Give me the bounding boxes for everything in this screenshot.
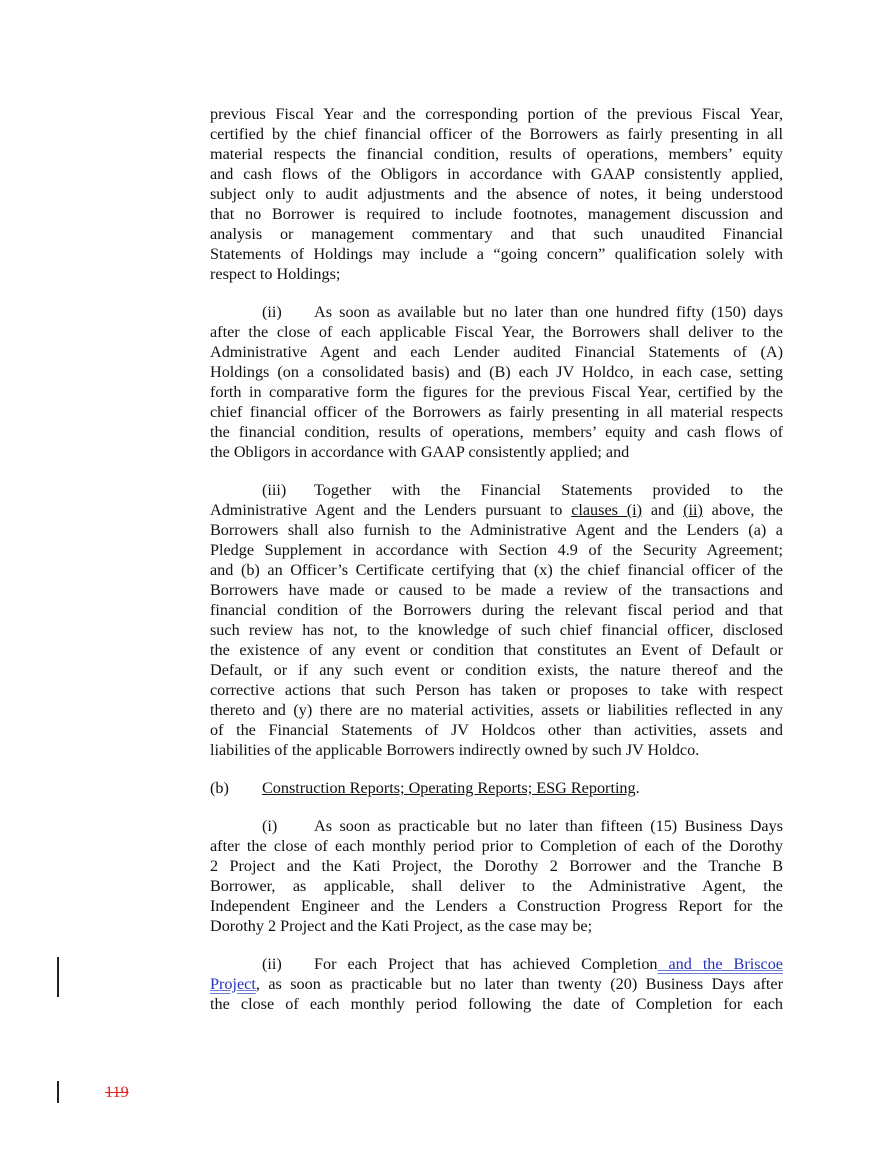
text-line [210,816,783,836]
document-body [210,104,783,1032]
inserted-text: Project [210,975,256,993]
text-line [210,342,783,362]
clause-reference: (ii) [683,501,703,519]
text-line [210,144,783,164]
line-text: Statements of Holdings may include a “going concern” qualification solely with [210,245,783,263]
line-text: thereto and (y) there are no material activities, assets or liabilities reflected in any [210,701,783,719]
section-title-period: . [635,779,640,797]
line-text: financial condition of the Borrowers during the relevant fiscal period and that [210,601,783,619]
text-line [210,540,783,560]
clause-label: (ii) [262,303,282,321]
paragraph-group-a [210,104,783,760]
text-line [210,124,783,144]
line-text: Borrower, as applicable, shall deliver to the Administrative Agent, the [210,877,783,895]
section-heading-b [210,778,783,798]
line-text: corrective actions that such Person has taken or proposes to take with respect [210,681,783,699]
line-text: previous Fiscal Year and the corresponding portion of the previous Fiscal Year, [210,105,783,123]
line-text: the existence of any event or condition that constitutes an Event of Default or [210,641,783,659]
line-text: Independent Engineer and the Lenders a Construction Progress Report for the [210,897,783,915]
clause-label: (ii) [262,955,282,973]
line-text: As soon as available but no later than one hundred fifty (150) days [314,303,783,321]
text-line [210,856,783,876]
page-number-deleted: 119 [105,1083,129,1101]
line-text: analysis or management commentary and that such unaudited Financial [210,225,783,243]
text-line [210,204,783,224]
line-text: subject only to audit adjustments and the absence of notes, it being understood [210,185,783,203]
text-line [210,560,783,580]
text-line [210,916,783,936]
text-line [210,740,783,760]
text-line [210,660,783,680]
clause-label: (iii) [262,481,287,499]
line-text: Borrowers shall also furnish to the Administrative Agent and the Lenders (a) a [210,521,783,539]
line-text: Pledge Supplement in accordance with Section 4.9 of the Security Agreement; [210,541,783,559]
line-text: chief financial officer of the Borrowers as fairly presenting in all material respects [210,403,783,421]
text-line [210,500,783,520]
line-text: For each Project that has achieved Completion [314,955,658,973]
text-line [210,640,783,660]
text-line [210,224,783,244]
line-text: Together with the Financial Statements provided to the [314,481,783,499]
text-line [210,720,783,740]
line-text: of the Financial Statements of JV Holdcos other than activities, assets and [210,721,783,739]
line-text: above, the [702,501,783,519]
text-line [210,244,783,264]
text-line [210,382,783,402]
text-line [210,680,783,700]
text-line [210,184,783,204]
line-text: the Obligors in accordance with GAAP consistently applied; and [210,443,630,461]
line-text: forth in comparative form the figures for the previous Fiscal Year, certified by the [210,383,783,401]
line-text: the financial condition, results of operations, members’ equity and cash flows of [210,423,783,441]
line-text: and [642,501,684,519]
line-text: after the close of each monthly period prior to Completion of each of the Dorothy [210,837,783,855]
line-text: Borrowers have made or caused to be made a review of the transactions and [210,581,783,599]
text-line [210,362,783,382]
line-text: and cash flows of the Obligors in accordance with GAAP consistently applied, [210,165,783,183]
text-line [210,954,783,974]
text-line [210,104,783,124]
text-line [210,836,783,856]
line-text: after the close of each applicable Fiscal Year, the Borrowers shall deliver to the [210,323,783,341]
change-bar [57,957,59,997]
section-title: Construction Reports; Operating Reports; ESG Reporting [262,779,636,797]
paragraph [210,302,783,462]
text-line [210,520,783,540]
line-text: that no Borrower is required to include footnotes, management discussion and [210,205,783,223]
line-text: such review has not, to the knowledge of such chief financial officer, disclosed [210,621,783,639]
paragraph [210,816,783,936]
text-line [210,480,783,500]
text-line [210,994,783,1014]
change-bar [57,1081,59,1103]
line-text: 2 Project and the Kati Project, the Dorothy 2 Borrower and the Tranche B [210,857,783,875]
text-line [210,302,783,322]
text-line [210,264,783,284]
line-text: , as soon as practicable but no later than twenty (20) Business Days after [255,975,783,993]
text-line [210,600,783,620]
text-line [210,580,783,600]
line-text: Administrative Agent and the Lenders pursuant to [210,501,572,519]
line-text: respect to Holdings; [210,265,341,283]
text-line [210,896,783,916]
clause-reference: clauses (i) [571,501,643,519]
paragraph [210,104,783,284]
text-line [210,700,783,720]
line-text: material respects the financial condition, results of operations, members’ equity [210,145,783,163]
text-line [210,620,783,640]
text-line [210,974,783,994]
text-line [210,422,783,442]
line-text: liabilities of the applicable Borrowers indirectly owned by such JV Holdco. [210,741,700,759]
line-text: certified by the chief financial officer of the Borrowers as fairly presenting in all [210,125,783,143]
line-text: Dorothy 2 Project and the Kati Project, as the case may be; [210,917,593,935]
text-line [210,876,783,896]
line-text: As soon as practicable but no later than fifteen (15) Business Days [314,817,783,835]
inserted-text: and the Briscoe [657,955,783,973]
line-text: Default, or if any such event or condition exists, the nature thereof and the [210,661,783,679]
paragraph [210,480,783,760]
text-line [210,442,783,462]
paragraph-group-b [210,816,783,1014]
section-label: (b) [210,779,229,797]
line-text: the close of each monthly period following the date of Completion for each [210,995,783,1013]
text-line [210,322,783,342]
text-line [210,402,783,422]
line-text: Administrative Agent and each Lender audited Financial Statements of (A) [210,343,783,361]
paragraph [210,954,783,1014]
text-line [210,164,783,184]
line-text: and (b) an Officer’s Certificate certifying that (x) the chief financial officer of the [210,561,783,579]
line-text: Holdings (on a consolidated basis) and (B) each JV Holdco, in each case, setting [210,363,783,381]
clause-label: (i) [262,817,278,835]
